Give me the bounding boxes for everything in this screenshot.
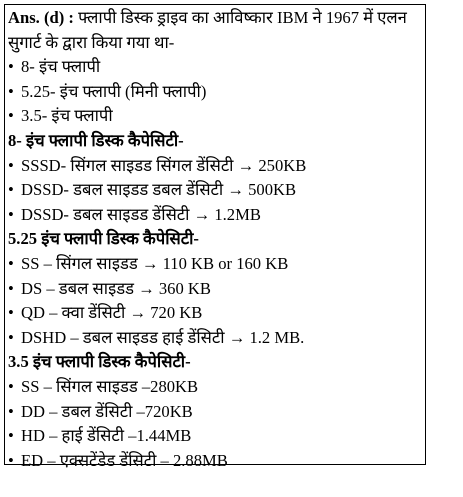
- answer-label: Ans. (d) :: [8, 8, 74, 27]
- bullet: •: [8, 278, 14, 298]
- list-item: [8, 400, 422, 425]
- list-item-text: 5.25- इंच फ्लापी (मिनी फ्लापी): [21, 81, 207, 101]
- list-item: [8, 424, 422, 449]
- bullet: •: [8, 450, 14, 470]
- section-heading: 3.5 इंच फ्लापी डिस्क कैपेसिटी-: [8, 352, 191, 372]
- list-item-text: QD – क्वा डेंसिटी → 720 KB: [21, 303, 203, 323]
- list-item: [8, 449, 422, 474]
- bullet: •: [8, 106, 14, 126]
- list-item: [8, 104, 422, 129]
- list-item: [8, 55, 422, 80]
- list-item-text: SS – सिंगल साइडड –280KB: [21, 376, 199, 396]
- bullet: •: [8, 401, 14, 421]
- list-item-text: SSSD- सिंगल साइडड सिंगल डेंसिटी → 250KB: [21, 155, 307, 175]
- bullet: •: [8, 426, 14, 446]
- list-item: [8, 178, 422, 203]
- list-item: [8, 277, 422, 302]
- list-item: [8, 80, 422, 105]
- bullet: •: [8, 57, 14, 77]
- bullet: •: [8, 376, 14, 396]
- list-item-text: ED – एक्सटेंडेड डेंसिटी – 2.88MB: [21, 450, 228, 470]
- list-item-text: 8- इंच फ्लापी: [21, 57, 101, 77]
- bullet: •: [8, 204, 14, 224]
- answer-intro-text: फ्लापी डिस्क ड्राइव का आविष्कार IBM ने 1967 में एलन सुगार्ट के द्वारा किया गया था-: [8, 8, 407, 52]
- list-item-text: SS – सिंगल साइडड → 110 KB or 160 KB: [21, 253, 289, 273]
- bullet: •: [8, 327, 14, 347]
- list-item: [8, 326, 422, 351]
- list-item-text: DSSD- डबल साइडड डबल डेंसिटी → 500KB: [21, 180, 297, 200]
- section-heading: 8- इंच फ्लापी डिस्क कैपेसिटी-: [8, 130, 184, 150]
- list-item-text: DSHD – डबल साइडड हाई डेंसिटी → 1.2 MB.: [21, 327, 305, 347]
- list-item: [8, 375, 422, 400]
- list-item: [8, 203, 422, 228]
- answer-intro: [8, 6, 422, 55]
- section-heading: 5.25 इंच फ्लापी डिस्क कैपेसिटी-: [8, 229, 199, 249]
- list-item: [8, 301, 422, 326]
- list-item-text: DS – डबल साइडड → 360 KB: [21, 278, 211, 298]
- bullet: •: [8, 155, 14, 175]
- bullet: •: [8, 81, 14, 101]
- bullet: •: [8, 253, 14, 273]
- list-item-text: 3.5- इंच फ्लापी: [21, 106, 113, 126]
- list-item: [8, 252, 422, 277]
- list-item-text: DD – डबल डेंसिटी –720KB: [21, 401, 193, 421]
- list-item-text: HD – हाई डेंसिटी –1.44MB: [21, 426, 192, 446]
- bullet: •: [8, 303, 14, 323]
- list-item-text: DSSD- डबल साइडड डेंसिटी → 1.2MB: [21, 204, 261, 224]
- answer-box: [4, 4, 426, 470]
- list-item: [8, 154, 422, 179]
- bullet: •: [8, 180, 14, 200]
